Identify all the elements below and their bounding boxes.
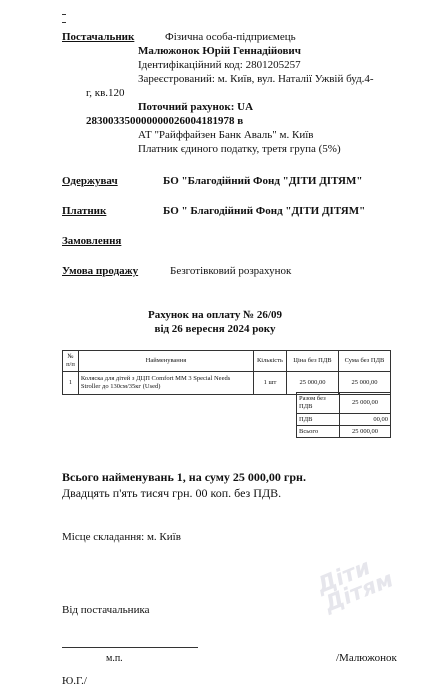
signature-line [62,647,198,648]
totals-table [296,392,391,438]
supplier-bank: АТ "Райффайзен Банк Аваль" м. Київ [138,129,314,141]
supplier-address: Зареєстрований: м. Київ, вул. Наталії Ужвій буд.4- [138,73,374,85]
signatory-initials: Ю.Г./ [62,675,87,687]
from-supplier-label: Від постачальника [62,604,150,616]
header-qty: Кількість [254,351,287,372]
header-price: Ціна без ПДВ [286,351,338,372]
corner-mark [62,14,66,15]
row-name: Коляска для дітей з ДЦП Comfort MM 3 Special Needs Stroller до 130см/35кг (Used) [78,372,253,395]
supplier-name: Малюжонок Юрій Геннадійович [138,45,301,57]
row-qty: 1 шт [254,372,287,395]
recipient-value: БО "Благодійний Фонд "ДІТИ ДІТЯМ" [163,175,363,187]
totals-value-vat: 00,00 [340,414,391,426]
table-header-row [63,351,391,372]
summary-words: Двадцять п'ять тисяч грн. 00 коп. без ПДВ. [62,486,282,500]
totals-label-net: Разом без ПДВ [297,393,340,414]
payer-label: Платник [62,205,107,217]
stamp-place-label: м.п. [106,653,123,664]
row-num: 1 [63,372,79,395]
signatory-name: /Малюжонок [336,652,397,664]
totals-label-total: Всього [297,426,340,438]
charity-watermark: Діти Дітям [313,554,398,618]
totals-label-vat: ПДВ [297,414,340,426]
summary-total: Всього найменувань 1, на суму 25 000,00 грн. [62,470,306,484]
payer-value: БО " Благодійний Фонд "ДІТИ ДІТЯМ" [163,205,366,217]
sale-terms-value: Безготівковий розрахунок [170,265,292,277]
totals-value-total: 25 000,00 [340,426,391,438]
supplier-label: Постачальник [62,31,135,43]
supplier-tax-status: Платник єдиного податку, третя група (5%) [138,143,341,155]
totals-row [297,414,391,426]
header-sum: Сума без ПДВ [338,351,390,372]
header-name: Найменування [78,351,253,372]
place-of-issue: Місце складання: м. Київ [62,531,181,543]
supplier-type: Фізична особа-підприємець [165,31,296,43]
totals-row [297,426,391,438]
supplier-account-number: 283003350000000026004181978 в [86,115,244,127]
invoice-table [62,350,391,395]
invoice-title: Рахунок на оплату № 26/09 [148,309,282,321]
recipient-label: Одержувач [62,175,118,187]
invoice-date: від 26 вересня 2024 року [154,323,276,335]
supplier-id-code: Ідентифікаційний код: 2801205257 [138,59,301,71]
corner-mark [62,22,66,23]
supplier-address-cont: г, кв.120 [86,87,125,99]
header-num: № п/п [63,351,79,372]
supplier-account-label: Поточний рахунок: UA [138,101,254,113]
totals-row [297,393,391,414]
row-sum: 25 000,00 [338,372,390,395]
row-price: 25 000,00 [286,372,338,395]
totals-value-net: 25 000,00 [340,393,391,414]
order-label: Замовлення [62,235,122,247]
sale-terms-label: Умова продажу [62,265,139,277]
